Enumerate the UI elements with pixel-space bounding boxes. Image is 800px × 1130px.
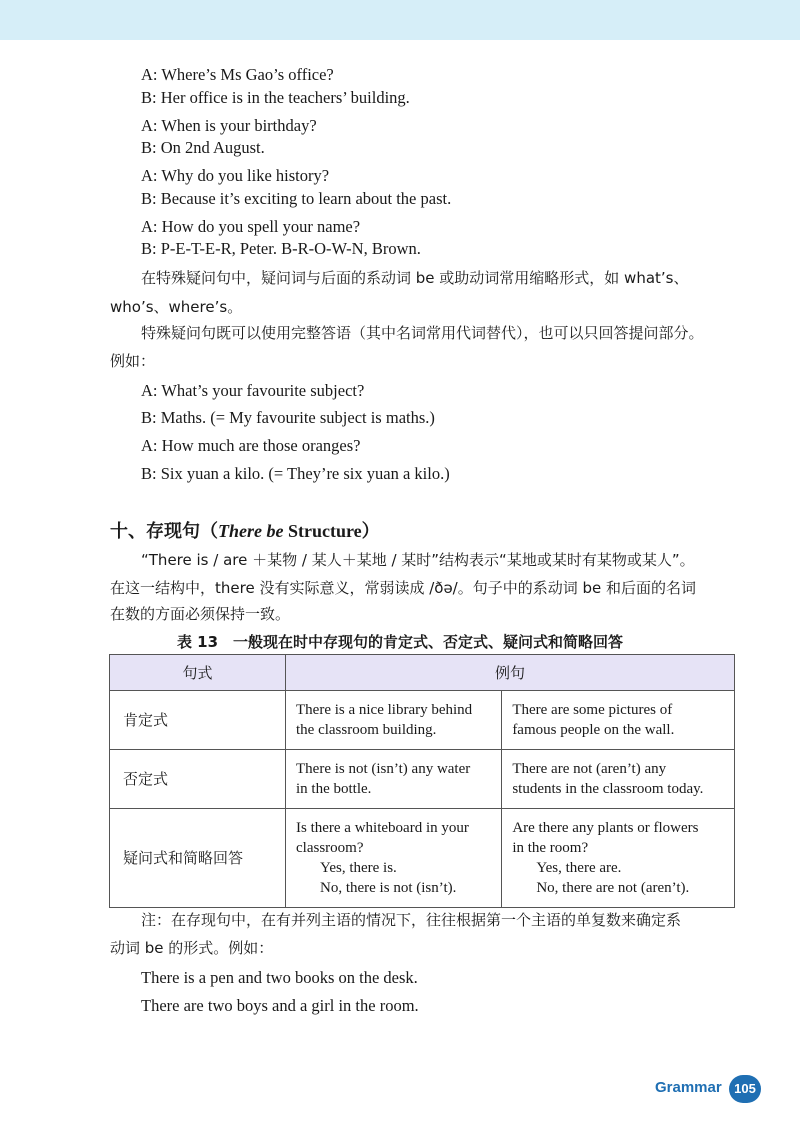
table-cell-example — [502, 809, 735, 908]
example-text: students in the classroom today. — [512, 781, 704, 797]
example-line: A: How much are those oranges? — [141, 436, 361, 455]
section-heading-italic: There be — [218, 521, 284, 541]
note-paragraph-line: 在特殊疑问句中，疑问词与后面的系动词 be 或助动词常用缩略形式，如 what’s、 — [141, 269, 689, 287]
example-line: There is a pen and two books on the desk. — [141, 968, 418, 987]
table-cell-example — [286, 691, 502, 750]
note-paragraph-line: 动词 be 的形式。例如： — [110, 939, 274, 957]
intro-line: 在这一结构中，there 没有实际意义，常弱读成 /ðə/。句子中的系动词 be 和后面的名词 — [110, 579, 697, 597]
example-line: A: What’s your favourite subject? — [141, 381, 365, 400]
example-text: in the bottle. — [296, 781, 372, 797]
example-text: classroom? — [296, 840, 364, 856]
section-heading-close: ） — [361, 521, 380, 542]
example-text: There is not (isn’t) any water — [296, 761, 471, 777]
table-header-type: 句式 — [110, 655, 286, 691]
dialogue-line: A: Why do you like history? — [141, 166, 330, 185]
page-number-badge: 105 — [729, 1075, 761, 1103]
dialogue-line: A: Where’s Ms Gao’s office? — [141, 65, 334, 84]
dialogue-line: B: P-E-T-E-R, Peter. B-R-O-W-N, Brown. — [141, 239, 421, 258]
example-line: B: Six yuan a kilo. (= They’re six yuan a kilo.) — [141, 464, 450, 483]
footer-section-label: Grammar — [655, 1079, 722, 1096]
intro-line: “There is / are ＋某物 / 某人＋某地 / 某时”结构表示“某地或某时有某物或某人”。 — [141, 551, 695, 569]
example-line: B: Maths. (= My favourite subject is maths.) — [141, 408, 435, 427]
example-text: Are there any plants or flowers — [512, 820, 699, 836]
example-answer: Yes, there are. — [536, 860, 622, 876]
example-answer: No, there is not (isn’t). — [320, 880, 457, 896]
example-answer: No, there are not (aren’t). — [536, 880, 690, 896]
table-header-row — [110, 655, 735, 691]
example-text: the classroom building. — [296, 722, 437, 738]
section-heading-suffix: Structure — [283, 521, 362, 541]
table-cell-example — [286, 809, 502, 908]
table-cell-type: 肯定式 — [110, 691, 286, 750]
table-row — [110, 750, 735, 809]
table-cell-example — [502, 691, 735, 750]
dialogue-line: A: When is your birthday? — [141, 116, 317, 135]
table-cell-type: 否定式 — [110, 750, 286, 809]
table-cell-example — [502, 750, 735, 809]
note-paragraph-line: 注：在存现句中，在有并列主语的情况下，往往根据第一个主语的单复数来确定系 — [141, 911, 682, 929]
top-banner — [0, 0, 800, 40]
dialogue-line: A: How do you spell your name? — [141, 217, 361, 236]
section-heading — [110, 517, 380, 543]
note-paragraph-line: 例如： — [110, 352, 156, 370]
table-header-examples: 例句 — [286, 655, 735, 691]
example-text: Is there a whiteboard in your — [296, 820, 469, 836]
section-heading-prefix: 十、存现句（ — [110, 521, 218, 542]
table-row — [110, 809, 735, 908]
example-text: There are some pictures of — [512, 702, 673, 718]
grammar-table — [109, 654, 735, 908]
example-text: in the room? — [512, 840, 589, 856]
note-paragraph-line: who’s、where’s。 — [110, 298, 243, 316]
note-paragraph-line: 特殊疑问句既可以使用完整答语（其中名词常用代词替代），也可以只回答提问部分。 — [141, 324, 704, 342]
example-line: There are two boys and a girl in the room. — [141, 996, 419, 1015]
table-caption: 表 13 一般现在时中存现句的肯定式、否定式、疑问式和简略回答 — [176, 633, 624, 651]
dialogue-line: B: Her office is in the teachers’ building. — [141, 88, 410, 107]
example-text: famous people on the wall. — [512, 722, 675, 738]
example-text: There is a nice library behind — [296, 702, 473, 718]
dialogue-line: B: On 2nd August. — [141, 138, 265, 157]
example-answer: Yes, there is. — [320, 860, 397, 876]
intro-line: 在数的方面必须保持一致。 — [110, 605, 291, 623]
dialogue-line: B: Because it’s exciting to learn about the past. — [141, 189, 452, 208]
table-cell-example — [286, 750, 502, 809]
example-text: There are not (aren’t) any — [512, 761, 667, 777]
table-cell-type: 疑问式和简略回答 — [110, 809, 286, 908]
table-row — [110, 691, 735, 750]
